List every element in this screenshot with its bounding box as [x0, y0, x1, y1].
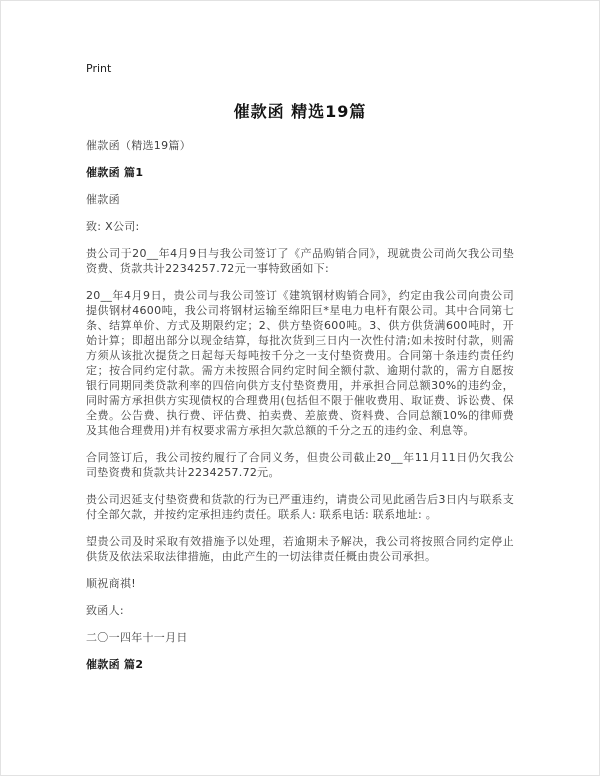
paragraph-closing-wish: 顺祝商祺! [86, 577, 136, 590]
paragraph-arrears-statement: 合同签订后，我公司按约履行了合同义务，但贵公司截止20__年11月11日仍欠我公司垫资费和货款共计2234257.72元。 [86, 451, 514, 479]
paragraph-warning: 望贵公司及时采取有效措施予以处理，若逾期未予解决，我公司将按照合同约定停止供货及依法采取法律措施，由此产生的一切法律责任概由贵公司承担。 [86, 535, 514, 563]
paragraph-salutation: 致: X公司: [86, 220, 140, 233]
page-title: 催款函 精选19篇 [233, 102, 367, 121]
doc-subtitle: 催款函（精选19篇） [86, 139, 191, 152]
paragraph-contract-details: 20__年4月9日，贵公司与我公司签订《建筑钢材购销合同》，约定由我公司向贵公司提供钢材4600吨，我公司将钢材运输至绵阳巨*星电力电杆有限公司。其中合同第七条、结算单价、方式及期限约定；2、供方垫资600吨。3、供方供货满600吨时，开始计算；即超出部分以现金结算，每批次货到三日内一次性付清;如未按时付款，则需方须从该批次提货之日起每天每吨按千分之一支付垫资费用。合同第十条违约责任约定；按合同约定付款。需方未按照合同约定时间全额付款、逾期付款的，需方自愿按银行同期同类贷款利率的四倍向供方支付垫资费用，并承担合同总额30%的违约金，同时需方承担供方实现债权的合理费用(包括但不限于催收费用、取证费、诉讼费、保全费。公告费、执行费、评估费、拍卖费、差旅费、资料费、合同总额10%的律师费及其他合理费用)并有权要求需方承担欠款总额的千分之五的违约金、利息等。 [86, 289, 514, 437]
section-heading-2: 催款函 篇2 [86, 658, 144, 671]
paragraph-demand: 贵公司迟延支付垫资费和货款的行为已严重违约，请贵公司见此函告后3日内与联系支付全部欠款，并按约定承担违约责任。联系人: 联系电话: 联系地址: 。 [86, 493, 514, 521]
paragraph-opening: 贵公司于20__年4月9日与我公司签订了《产品购销合同》，现就贵公司尚欠我公司垫资费、货款共计2234257.72元一事特致函如下: [86, 247, 514, 275]
section-heading-1: 催款函 篇1 [86, 166, 144, 179]
paragraph-date: 二〇一四年十一月日 [86, 631, 188, 644]
paragraph-sender: 致函人: [86, 604, 124, 617]
print-button[interactable]: Print [86, 62, 112, 75]
paragraph-letter-title: 催款函 [86, 193, 120, 206]
